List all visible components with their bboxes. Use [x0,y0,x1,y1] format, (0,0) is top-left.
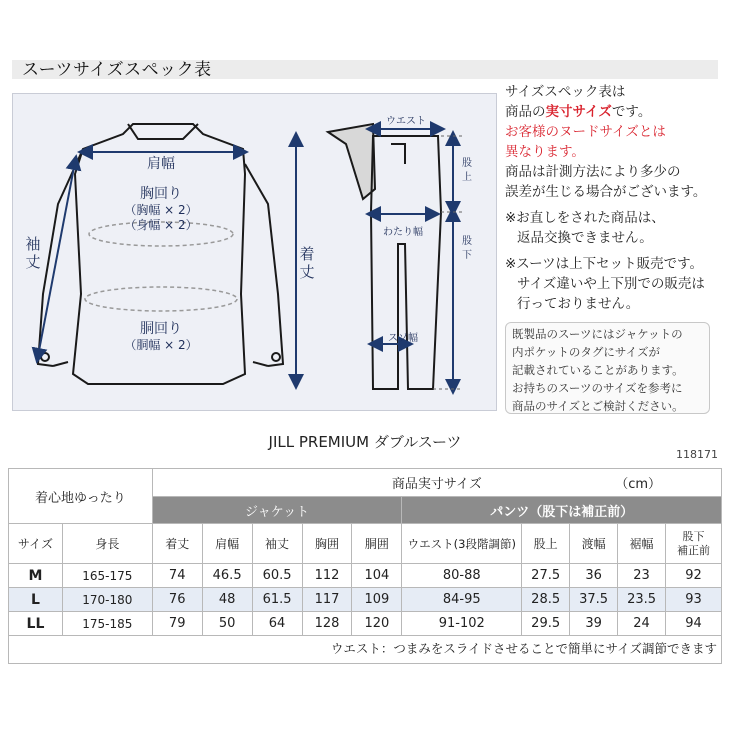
label-doumawari: 胴回り [140,321,182,337]
notes-panel [505,82,720,314]
col-waist: ウエスト(3段階調節) [402,524,522,564]
note-line: ※お直しをされた商品は、 [505,210,665,226]
col-kyoui: 胸囲 [302,524,352,564]
label-munemawari-note2: （身幅 × 2） [124,218,198,232]
label-waist: ウエスト [386,116,426,127]
note-line: サイズスペック表は [505,84,626,100]
table-footer-note: ウエスト：つまみをスライドさせることで簡単にサイズ調節できます [8,634,722,664]
suit-illustration [13,94,498,412]
label-matagami-1: 股 [462,158,472,169]
note-line: 返品交換できません。 [517,230,653,246]
callout-line: 商品のサイズとご検討ください。 [512,399,684,413]
callout-line: 既製品のスーツにはジャケットの [512,327,683,341]
col-susohaba: 裾幅 [618,524,666,564]
col-height: 身長 [62,524,152,564]
note-line: 商品の実寸サイズです。 [505,104,652,120]
label-susohaba: スソ幅 [388,333,418,344]
note-line: ※スーツは上下セット販売です。 [505,256,704,272]
callout-line: 内ポケットのタグにサイズが [512,345,661,359]
label-matashita-2: 下 [462,250,472,261]
callout-line: 記載されていることがあります。 [512,363,684,377]
label-munemawari-note1: （胸幅 × 2） [124,203,198,217]
note-line: 行っておりません。 [517,296,640,312]
label-katahaba: 肩幅 [147,156,175,172]
note-line: 商品は計測方法により多少の [505,164,681,180]
table-row-ll: LL 175-185 79 50 64 128 120 91-102 29.5 39 24 94 [9,612,722,636]
product-code: 118171 [676,448,718,461]
label-matagami-2: 上 [462,172,472,183]
label-doumawari-note: （胴幅 × 2） [124,338,198,352]
table-row-l: L 170-180 76 48 61.5 117 109 84-95 28.5 37.5 23.5 93 [9,588,722,612]
col-matagami: 股上 [522,524,570,564]
note-line-red: お客様のヌードサイズとは [505,124,666,140]
label-matashita-1: 股 [462,236,472,247]
actual-size-header: 商品実寸サイズ （cm） [152,469,721,497]
col-size: サイズ [9,524,63,564]
size-table [8,468,722,636]
label-kitake-1: 着 [299,245,315,263]
comfort-label: 着心地ゆったり [9,469,153,524]
col-kitake: 着丈 [152,524,202,564]
col-sodetake: 袖丈 [252,524,302,564]
callout-line: お持ちのスーツのサイズを参考に [512,381,683,395]
col-watari: 渡幅 [570,524,618,564]
table-row-m: M 165-175 74 46.5 60.5 112 104 80-88 27.5 36 23 92 [9,564,722,588]
label-munemawari: 胸回り [140,186,182,202]
pants-outline [328,124,441,389]
col-doui: 胴囲 [352,524,402,564]
jacket-header: ジャケット [152,497,402,524]
note-line: 誤差が生じる場合がございます。 [505,184,707,200]
col-matashita: 股下 補正前 [666,524,722,564]
note-line-red: 異なります。 [505,144,585,160]
pants-header: パンツ（股下は補正前） [402,497,722,524]
label-kitake-2: 丈 [299,263,315,281]
label-sode-2: 丈 [25,253,41,271]
note-line: サイズ違いや上下別での販売は [517,276,705,292]
label-watari: わたり幅 [383,227,423,238]
callout-box [505,322,710,414]
page-title: スーツサイズスペック表 [22,60,212,80]
col-katahaba: 肩幅 [202,524,252,564]
size-diagram [12,93,497,411]
label-sode-1: 袖 [25,235,41,253]
product-name: JILL PREMIUM ダブルスーツ [268,433,462,451]
